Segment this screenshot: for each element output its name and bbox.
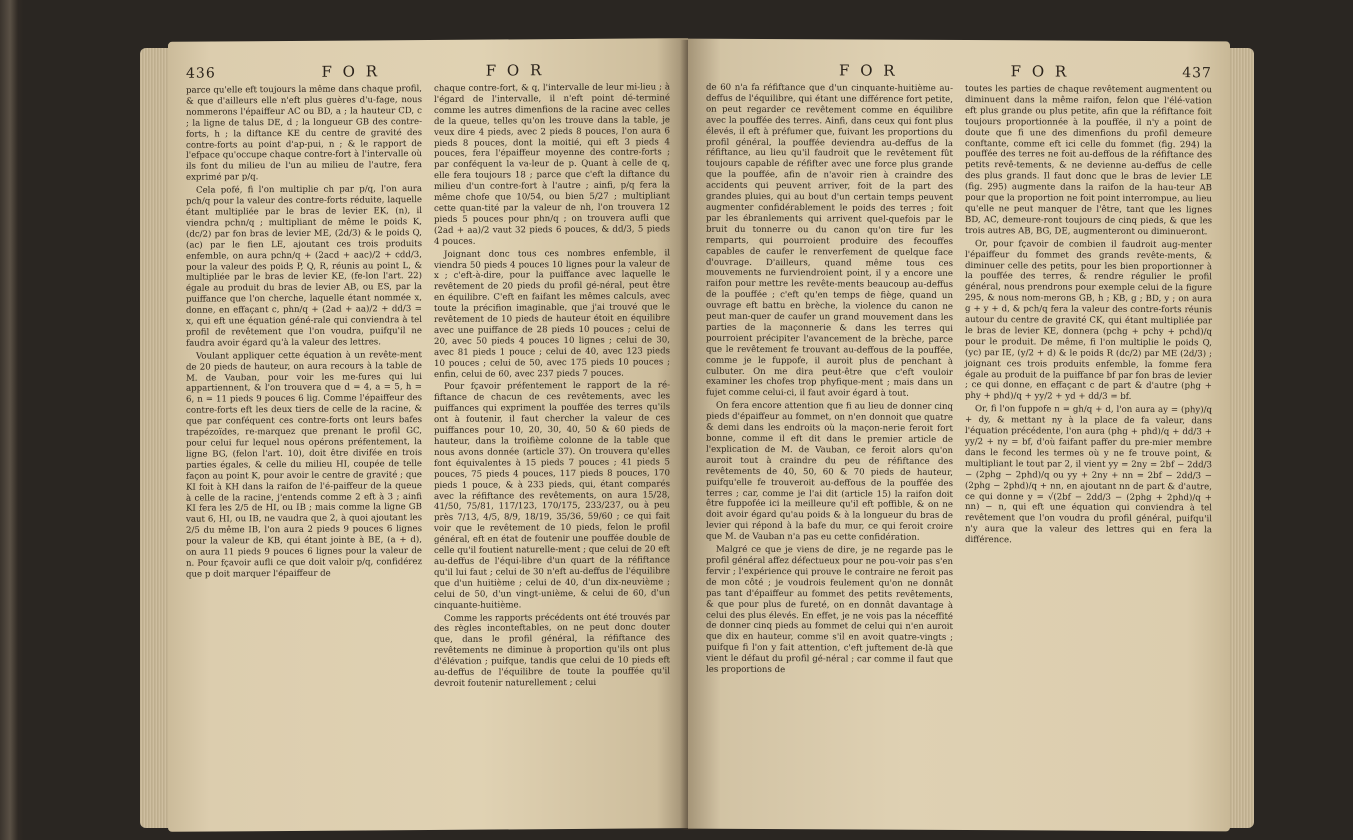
paragraph: parce qu'elle eft toujours la même dans chaque profil, & que d'ailleurs elle n'eft plus guères d'u-fage, nous nommerons l'épaiffeur AC ou BD, a ; la hauteur CD, c ; la ligne de talus DE, d ; la longueur GB des contre-forts, h ; la diftance KE du centre de gravité des contre-forts au point d'ap-pui, n ; & le rapport de l'efpace qu'occupe chaque contre-fort à l'intervalle où ils font du milieu de l'un au milieu de l'autre, fera exprimé par p/q. — [186, 84, 422, 183]
left-column-2 — [434, 82, 670, 691]
page-edges-right — [1228, 48, 1254, 828]
left-column-1 — [186, 84, 422, 693]
left-page-columns — [186, 82, 670, 693]
paragraph: de 60 n'a fa réfiftance que d'un cinquante-huitième au-deffus de l'équilibre, qui étant une différence fort petite, on peut regarder ce revêtement comme en équilibre avec la pouffée des terres. Ainfi, dans ceux qui font plus élevés, il eft à préfumer que, fuivant les proportions du profil général, la pouffée deviendra au-deffus de la réfiftance, au lieu qu'il faudroit que le revêtement fût toujours capable de réfifter avec une force plus grande que la pouffée, afin de n'avoir rien à craindre des accidents qui peuvent arriver, foit de la part des grandes pluies, qui au bout d'un certain temps peuvent augmenter confidérablement le poids des terres ; foit par les ébranlements qui arrivent quel-quefois par le bruit du tonnerre ou du canon qu'on tire fur les remparts, qui pourroient produire des fecouffes capables de caufer le renverfement de quelque face d'ouvrage. D'ailleurs, quand même tous ces mouvements ne furviendroient point, il y a encore une raifon pour mettre les revête-ments beaucoup au-deffus de la pouffée ; c'eft qu'en temps de fiège, quand un ouvrage eft battu en brèche, la violence du canon ne peut man-quer de caufer un grand mouvement dans les parties de la maçonnerie & dans les terres qui pourroient précipiter l'avancement de la brèche, parce que le revêtement fe trouvant au-deffous de la pouffée, comme je le fuppofe, il auroit plus de penchant à culbuter. On me dira peut-être que c'eft vouloir examiner les chofes trop phyfique-ment ; mais dans un fujet comme celui-ci, il faut avoir égard à tout. — [706, 82, 953, 400]
right-page-header — [706, 61, 1212, 82]
left-running-head-1: F O R — [321, 62, 380, 81]
paragraph: Joignant donc tous ces nombres enfemble, il viendra 50 pieds 4 pouces 10 lignes pour la valeur de x ; c'eft-à-dire, pour la puiffance avec laquelle le revêtement de 20 pieds du profil gé-néral, peut être en équilibre. C'eft en faifant les mêmes calculs, avec toute la précifion imaginable, que j'ai trouvé que le revêtement de 10 pieds de hauteur étoit en équilibre avec une puiffance de 28 pieds 10 pouces ; celui de 20, avec 50 pieds 4 pouces 10 lignes ; celui de 30, avec 81 pieds 1 pouce ; celui de 40, avec 123 pieds 10 pouces ; celui de 50, avec 175 pieds 10 pouces ; enfin, celui de 60, avec 237 pieds 7 pouces. — [434, 247, 670, 380]
paragraph: toutes les parties de chaque revêtement augmentent ou diminuent dans la même raifon, felon que l'élé-vation eft plus grande ou plus petite, afin que la réfiftance foit toujours proportionnée à la pouffée, il n'y a point de doute que fi une des dimenfions du profil demeure conftante, comme eft ici celle du fommet (fig. 294) la pouffée des terres ne foit au-deffous de la réfiftance des petits revê-tements, & ne devienne au-deffus de celle des plus grands. Il faut donc que le bras de levier LE (fig. 295) augmente dans la raifon de la hau-teur AB pour que la proportion ne foit point interrompue, au lieu qu'elle ne peut manquer de l'être, tant que les lignes BD, AC, demeure-ront toujours de cinq pieds, & que les trois autres AB, BG, DE, augmenteront ou diminueront. — [965, 84, 1212, 238]
left-running-head-2: F O R — [485, 61, 545, 80]
left-page-header — [186, 60, 670, 81]
right-page — [688, 39, 1230, 832]
right-running-head-2: F O R — [1010, 62, 1070, 81]
right-column-2 — [965, 84, 1212, 680]
left-page-number: 436 — [186, 65, 216, 82]
paragraph: Pour fçavoir préfentement le rapport de la ré-fiftance de chacun de ces revêtements, avec les puiffances qui expriment la pouffée des terres qu'ils ont à foutenir, il faut chercher la valeur de ces puiffances pour 10, 20, 30, 40, 50 & 60 pieds de hauteur, dans la troifième colonne de la table que nous avons donnée (article 37). On trouvera qu'elles font équivalentes à 15 pieds 7 pouces ; 41 pieds 5 pouces, 75 pieds 4 pouces, 117 pieds 8 pouces, 170 pieds 1 pouce, & à 233 pieds, qui, étant comparés avec la réfiftance des revêtements, on aura 15/28, 41/50, 75/81, 117/123, 170/175, 233/237, ou à peu près 7/13, 4/5, 8/9, 18/19, 35/36, 59/60 ; ce qui fait voir que le revêtement de 10 pieds, felon le profil général, eft en état de foutenir une pouffée double de celle qu'il foutient naturelle-ment ; que celui de 20 eft au-deffus de l'équi-libre d'un quart de la réfiftance qu'il lui faut ; celui de 30 n'eft au-deffus de l'équilibre que d'un huitième ; celui de 40, d'un dix-neuvième ; celui de 50, d'un vingt-unième, & celui de 60, d'un cinquante-huitième. — [434, 380, 670, 611]
paragraph: Or, pour fçavoir de combien il faudroit aug-menter l'épaiffeur du fommet des grands revête-ments, & diminuer celle des petits, pour les bien proportionner à la pouffée des terres, & rendre régulier le profil général, nous prendrons pour exemple celui de la figure 295, & nous nom-merons GB, h ; KB, g ; BD, y ; on aura g + y + d, & pch/q fera la valeur des contre-forts réunis autour du centre de gravité CK, qui étant multipliée par le bras de levier KE, donnera (pchg + pchy + pchd)/q pour le produit. De même, fi l'on multiplie le poids Q, (yc) par IE, (y/2 + d) & le poids R (dc/2) par ME (2d/3) ; joignant ces trois produits enfemble, la fomme fera égale au produit de la puiffance bf par fon bras de levier ; ce qui donne, en effaçant c de part & d'autre (phg + phy + phd)/q + yy/2 + yd + dd/3 = bf. — [965, 238, 1212, 403]
page-edges-left — [140, 48, 170, 828]
right-column-1 — [706, 83, 953, 679]
paragraph: chaque contre-fort, & q, l'intervalle de leur mi-lieu ; à l'égard de l'intervalle, il n'eft point dé-terminé comme les autres dimenfions de la racine avec celles de la queue, telles qu'on les trouve dans la table, je veux dire 4 pieds, avec 2 pieds 8 pouces, l'on aura 6 pieds 8 pouces, dont la moitié, qui eft 3 pieds 4 pouces, fera l'épaiffeur moyenne des contre-forts ; par conféquent la va-leur de p. Quant à celle de q, elle fera toujours 18 ; parce que c'eft la diftance du milieu d'un contre-fort à l'autre ; ainfi, p/q fera la même chofe que 10/54, ou bien 5/27 ; multipliant cette quan-tité par la valeur de nh, l'on trouvera 12 pieds 5 pouces pour phn/q ; on trouvera aufli que (2ad + aa)/2 vaut 32 pieds 6 pouces, & dd/3, 5 pieds 4 pouces. — [434, 82, 670, 247]
paragraph: Voulant appliquer cette équation à un revête-ment de 20 pieds de hauteur, on aura recours à la table de M. de Vauban, pour voir les me-fures qui lui appartiennent, & l'on trouvera que d = 4, a = 5, h = 6, n = 11 pieds 9 pouces 6 lig. Comme l'épaiffeur des contre-forts eft les deux tiers de celle de la racine, & que par conféquent ces contre-forts ont leurs bafes trapézoïdes, re-marquez que prenant le profil GC, pour celui fur lequel nous opérons préfentement, la ligne BG, (felon l'art. 10), doit être divifée en trois parties égales, & celle du milieu HI, coupée de telle façon au point K, pour avoir le centre de gravité ; que KI foit à KH dans la raifon de l'é-paiffeur de la queue à celle de la racine, j'entends comme 2 eft à 3 ; ainfi KI fera les 2/5 de HI, ou IB ; mais comme la ligne GB vaut 6, HI, ou IB, ne vaudra que 2, à quoi ajoutant les 2/5 du même IB, l'on aura 2 pieds 9 pouces 6 lignes pour la valeur de KB, qui étant jointe à BE, (a + d), on aura 11 pieds 9 pouces 6 lignes pour la valeur de n. Pour fçavoir aufli ce que doit valoir p/q, confidérez que p doit marquer l'épaiffeur de — [186, 349, 422, 580]
paragraph: Or, fi l'on fuppofe n = gh/q + d, l'on aura ay = (phy)/q + dy, & mettant ny à la place de fa valeur, dans l'équation précédente, l'on aura (phg + phd)/q + dd/3 + yy/2 + ny = bf, d'où faifant paffer du pre-mier membre dans le fecond les termes où y ne fe trouve point, & multipliant le tout par 2, il vient yy = 2ny = 2bf − 2dd/3 − (2phg − 2phd)/q ou yy + 2ny + nn = 2bf − 2dd/3 − (2phg − 2phd)/q + nn, en ajoutant nn de part & d'autre, ce qui donne y = √(2bf − 2dd/3 − (2phg + 2phd)/q + nn) − n, qui eft une équation qui conviendra à tel revêtement que l'on voudra du profil général, puifqu'il n'y aura que la valeur des lettres qui en fera la différence. — [965, 404, 1212, 546]
paragraph: On fera encore attention que fi au lieu de donner cinq pieds d'épaiffeur au fommet, on n'en donnoit que quatre & demi dans les endroits où la maçon-nerie feroit fort bonne, comme il eft dit dans le premier article de l'explication de M. de Vauban, ce feroit alors qu'on auroit tout à craindre du peu de réfiftance des revêtements de 40, 50, 60 & 70 pieds de hauteur, puifqu'elle fe trouveroit au-deffous de la pouffée des terres ; car, comme je l'ai dit (article 15) la raifon doit être fuppofée ici la meilleure qu'il eft poffible, & on ne doit avoir égard qu'au poids & à la longueur du bras de levier qui répond à la bafe du mur, ce qui feroit croire que M. de Vauban n'a pas eu cette confidération. — [706, 401, 953, 543]
paragraph: Comme les rapports précédents ont été trouvés par des règles inconteftables, on ne peut donc douter que, dans le profil général, la réfiftance des revêtements ne diminue à proportion qu'ils ont plus d'élévation ; puifque, tandis que celui de 10 pieds eft au-deffus de l'équilibre de toute la pouffée qu'il devroit foutenir naturellement ; celui — [434, 611, 670, 689]
paragraph: Cela pofé, fi l'on multiplie ch par p/q, l'on aura pch/q pour la valeur des contre-forts réduite, laquelle étant multipliée par le bras de levier EK, (n), il viendra pchn/q ; multipliant de même le poids K, (dc/2) par fon bras de levier ME, (2d/3) & le poids Q, (ac) par le fien LE, ajoutant ces trois produits enfemble, on aura pchn/q + (2acd + aac)/2 + cdd/3, pour la valeur des poids P, Q, R, réunis au point L, & multipliée par le bras de levier KE, (fe-lon l'art. 22) égale au produit du bras de levier AB, ou ES, par la puiffance que l'on cherche, laquelle étant nommée x, donne, en effaçant c, phn/q + (2ad + aa)/2 + dd/3 = x, qui eft une équation géné-rale qui conviendra à tel profil de revêtement que l'on voudra, puifqu'il ne faudra avoir égard qu'à la valeur des lettres. — [186, 184, 422, 349]
right-page-columns — [706, 83, 1212, 681]
paragraph: Malgré ce que je viens de dire, je ne regarde pas le profil général affez défectueux pour ne pou-voir pas s'en fervir ; l'expérience qui prouve le contraire ne feroit pas de mon côté ; je voudrois feulement qu'on ne donnât pas tant d'épaiffeur au fommet des petits revêtements, & que pour plus de fureté, on en donnât davantage à celui des plus élevés. En effet, je ne vois pas la néceffité de donner cinq pieds au fommet de celui qui n'en auroit que dix en hauteur, comme s'il en avoit quatre-vingts ; puifque fi l'on y fait attention, c'eft juftement de-là que vient le défaut du profil gé-néral ; car comme il faut que les proportions de — [706, 544, 953, 676]
left-page — [168, 38, 688, 832]
right-running-head-1: F O R — [839, 61, 898, 80]
right-page-number: 437 — [1182, 65, 1212, 82]
